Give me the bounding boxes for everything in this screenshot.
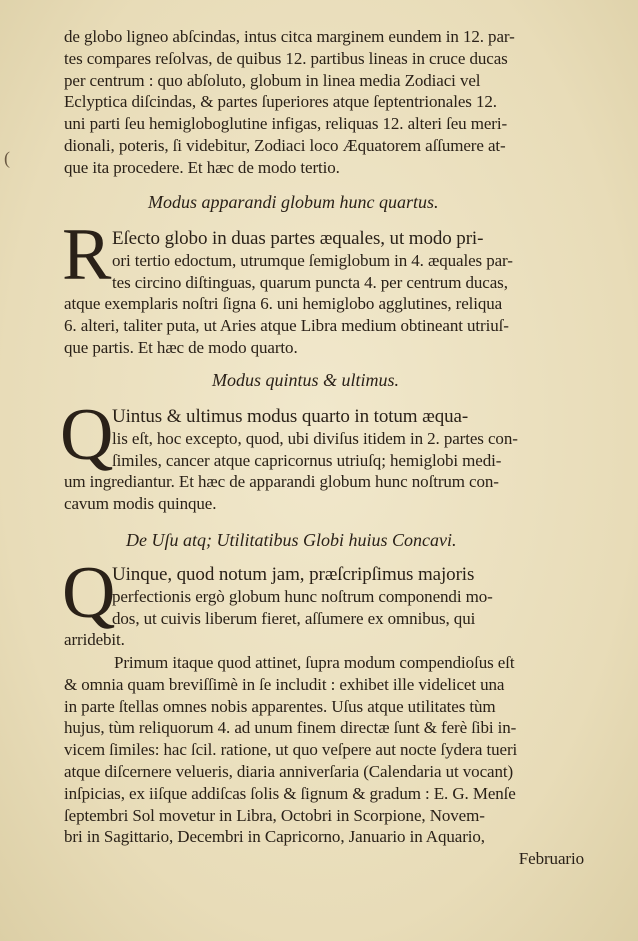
text-line: um ingrediantur. Et hæc de apparandi globum hunc noſtrum con- [64, 472, 499, 492]
text-line: lis eſt, hoc excepto, quod, ubi diviſus itidem in 2. partes con- [112, 428, 518, 448]
text-line: tes circino diſtinguas, quarum puncta 4. per centrum ducas, [112, 272, 508, 292]
text-line: Uintus & ultimus modus quarto in totum æqua- [112, 406, 469, 427]
drop-cap-r: R [62, 214, 112, 296]
text-line: in parte ſtellas omnes nobis apparentes. Uſus atque utilitates tùm [64, 696, 496, 716]
text-line: 6. alteri, taliter puta, ut Aries atque Libra medium obtineant utriuſ- [64, 316, 509, 336]
catchword: Februario [518, 849, 584, 869]
text-line: dos, ut cuivis liberum fieret, aſſumere ex omnibus, qui [112, 608, 476, 628]
drop-cap-q: Q [62, 552, 116, 634]
text-line: de globo ligneo abſcindas, intus citca marginem eundem in 12. par- [64, 27, 515, 46]
text-line: per centrum : quo abſoluto, globum in linea media Zodiaci vel [64, 70, 481, 90]
text-line: Uinque, quod notum jam, præſcripſimus majoris [112, 564, 475, 585]
section-heading-modus-quartus: Modus apparandi globum hunc quartus. [148, 192, 439, 212]
text-line: tes compares reſolvas, de quibus 12. partibus lineas in cruce ducas [64, 48, 508, 68]
text-line: uni parti ſeu hemigloboglutine infigas, reliquas 12. alteri ſeu meri- [64, 114, 508, 134]
text-line: Primum itaque quod attinet, ſupra modum compendioſus eſt [114, 653, 515, 672]
text-line: vicem ſimiles: hac ſcil. ratione, ut quo veſpere aut nocte ſydera tueri [64, 740, 518, 760]
text-line: Eclyptica diſcindas, & partes ſuperiores atque ſeptentrionales 12. [64, 92, 497, 112]
modus-quintus-paragraph [64, 406, 614, 515]
primum-paragraph [64, 652, 614, 870]
margin-mark: ( [4, 148, 10, 168]
text-line: atque diſcernere velueris, diaria anniverſaria (Calendaria ut vocant) [64, 761, 514, 781]
text-line: dionali, poteris, ſi videbitur, Zodiaci loco Æquatorem aſſumere at- [64, 135, 506, 155]
text-line: que partis. Et hæc de modo quarto. [64, 337, 298, 357]
intro-paragraph [64, 26, 614, 179]
drop-cap-q: Q [60, 394, 114, 476]
text-line: ori tertio edoctum, utrumque ſemiglobum in 4. æquales par- [112, 250, 513, 270]
text-line: perfectionis ergò globum hunc noſtrum componendi mo- [112, 586, 493, 606]
text-line: hujus, tùm reliquorum 4. ad unum finem directæ ſunt & ferè ſibi in- [64, 718, 517, 738]
de-usu-paragraph [64, 564, 614, 651]
modus-quartus-paragraph [64, 228, 614, 359]
text-line: & omnia quam breviſſimè in ſe includit : exhibet ille videlicet una [64, 674, 505, 694]
text-line: arridebit. [64, 630, 125, 650]
text-line: cavum modis quinque. [64, 494, 217, 514]
text-line: inſpicias, ex iiſque addiſcas ſolis & ſignum & gradum : E. G. Menſe [64, 783, 516, 803]
text-line: ſimiles, cancer atque capricornus utriuſq; hemiglobi medi- [112, 450, 502, 470]
text-line: que ita procedere. Et hæc de modo tertio. [64, 157, 340, 177]
text-line: bri in Sagittario, Decembri in Capricorno, Januario in Aquario, [64, 827, 485, 847]
section-heading-de-usu: De Uſu atq; Utilitatibus Globi huius Concavi. [126, 530, 457, 550]
section-heading-modus-quintus: Modus quintus & ultimus. [212, 370, 400, 390]
text-line: ſeptembri Sol movetur in Libra, Octobri in Scorpione, Novem- [64, 805, 485, 825]
text-line: atque exemplaris noſtri ſigna 6. uni hemiglobo agglutines, reliqua [64, 294, 503, 314]
text-line: Eſecto globo in duas partes æquales, ut modo pri- [112, 228, 484, 249]
